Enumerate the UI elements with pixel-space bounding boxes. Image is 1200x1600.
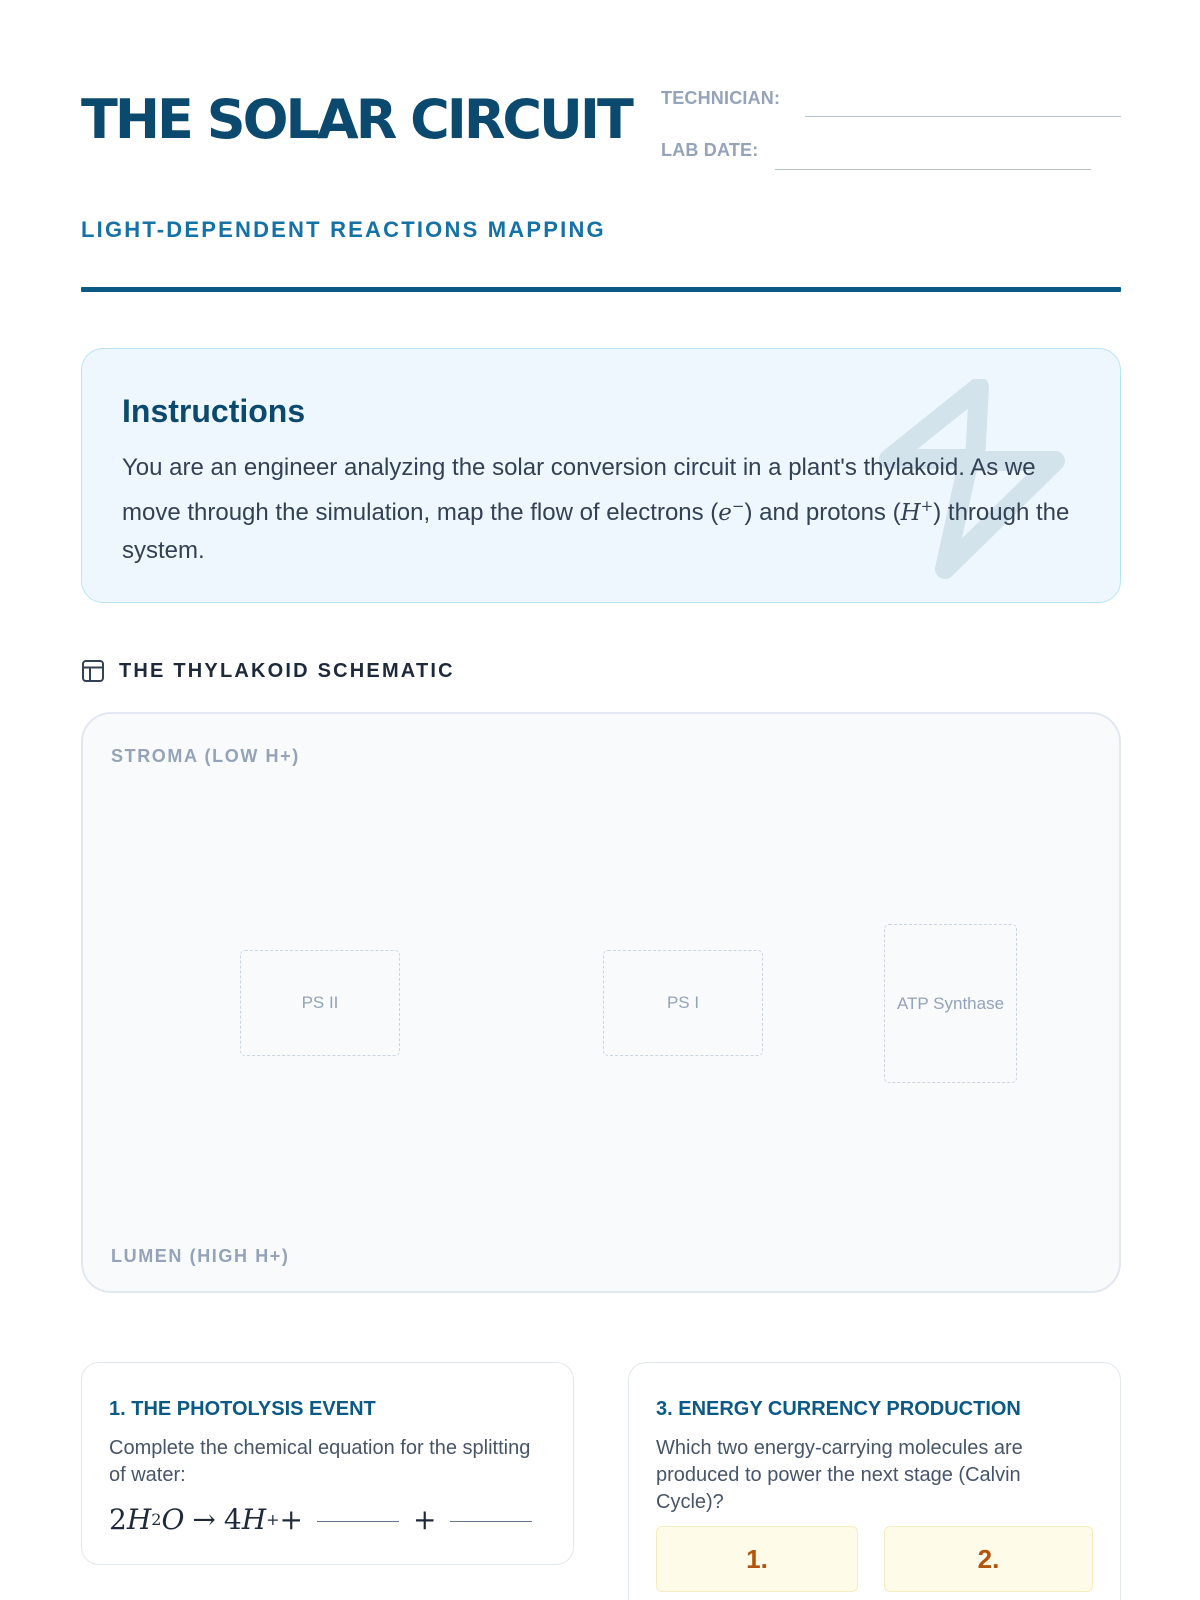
equation-blank-1[interactable] — [317, 1521, 399, 1522]
lumen-label: LUMEN (HIGH H+) — [111, 1246, 290, 1266]
answer-box-2[interactable]: 2. — [884, 1526, 1093, 1592]
thylakoid-schematic — [81, 712, 1121, 1293]
ps2-slot[interactable]: PS II — [240, 950, 400, 1056]
photolysis-question: Complete the chemical equation for the splitting of water: — [109, 1437, 531, 1486]
proton-symbol: H+ — [900, 497, 934, 526]
worksheet-subtitle: LIGHT-DEPENDENT REACTIONS MAPPING — [81, 217, 606, 242]
atp-synthase-slot[interactable]: ATP Synthase — [884, 924, 1017, 1083]
water-splitting-equation: 2 H 2 O → 4 H + + + — [109, 1503, 546, 1536]
stroma-label: STROMA (LOW H+) — [111, 746, 300, 766]
schematic-heading-label: THE THYLAKOID SCHEMATIC — [119, 659, 455, 682]
answer-box-1[interactable]: 1. — [656, 1526, 858, 1592]
instructions-panel — [81, 348, 1121, 603]
instructions-text: You are an engineer analyzing the solar conversion circuit in a plant's thylakoid. As we move through the simulation, map the flow of electrons (e−) and protons (H+) through the system. — [122, 454, 1070, 564]
ps1-slot[interactable]: PS I — [603, 950, 763, 1056]
energy-heading: 3. ENERGY CURRENCY PRODUCTION — [656, 1398, 1021, 1420]
photolysis-card — [81, 1362, 574, 1565]
layout-icon — [81, 659, 105, 683]
schematic-heading — [81, 657, 455, 685]
energy-question: Which two energy-carrying molecules are produced to power the next stage (Calvin Cycle)? — [656, 1437, 1023, 1513]
header-divider — [81, 287, 1121, 292]
worksheet-title: THE SOLAR CIRCUIT — [81, 88, 631, 151]
technician-field[interactable] — [805, 116, 1121, 117]
photolysis-heading: 1. THE PHOTOLYSIS EVENT — [109, 1398, 376, 1420]
equation-blank-2[interactable] — [450, 1521, 532, 1522]
energy-card — [628, 1362, 1121, 1600]
lab-date-field[interactable] — [775, 169, 1091, 170]
worksheet-header — [81, 80, 1121, 294]
electron-symbol: e− — [718, 497, 745, 526]
lab-date-label: LAB DATE: — [661, 140, 759, 160]
instructions-heading: Instructions — [122, 393, 306, 429]
technician-label: TECHNICIAN: — [661, 88, 781, 108]
